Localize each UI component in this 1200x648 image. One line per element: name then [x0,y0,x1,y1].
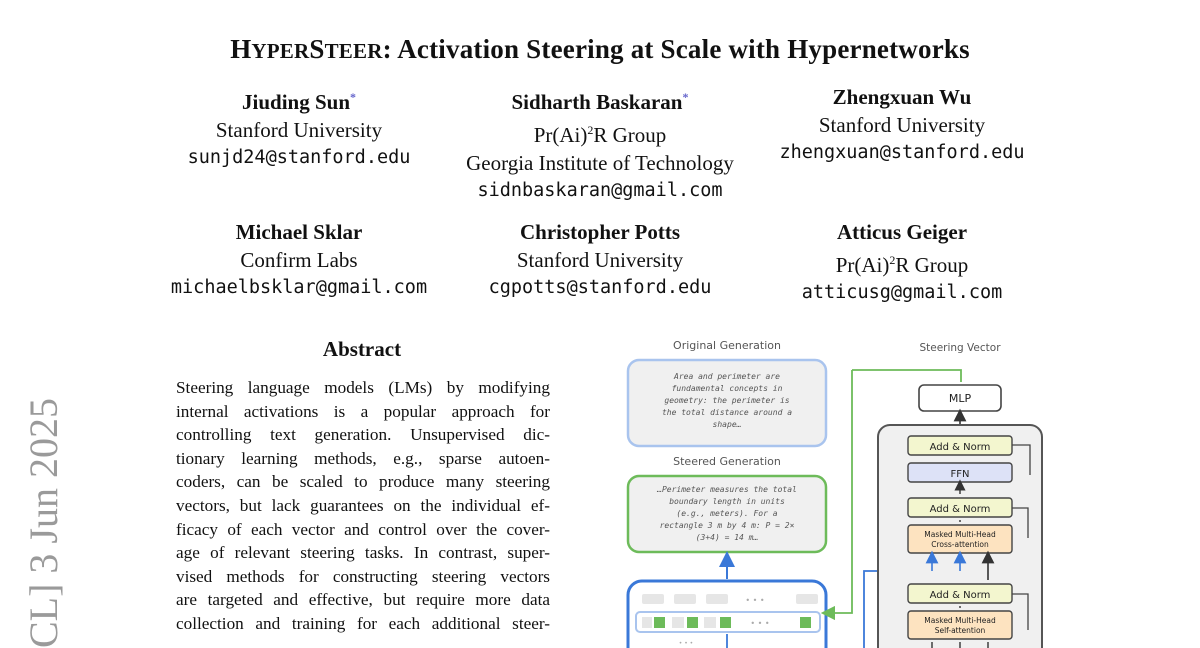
author-block [737,83,1067,167]
equal-contribution-mark: * [682,90,689,104]
steered-activation [720,617,731,628]
author-name: Zhengxuan Wu [832,85,972,109]
author-affiliation: Stanford University [516,248,684,272]
abstract-line: tionary learning methods, e.g., sparse autoen- [176,448,550,468]
paper-title: HYPERSTEER: Activation Steering at Scale with Hypernetworks [230,34,970,64]
author-affiliation: Stanford University [818,113,986,137]
arxiv-stamp: CL] 3 Jun 2025 [21,398,66,648]
author-email[interactable]: sidnbaskaran@gmail.com [477,180,723,201]
steering-vector-label: Steering Vector [919,342,1001,354]
steered-activation [687,617,698,628]
self-attention-label: Self-attention [934,626,986,635]
author-block [435,83,765,205]
abstract-line: vectors, but lack guarantees on the individual ef- [176,495,550,515]
author-affiliation: Confirm Labs [240,248,358,272]
abstract-line: coders, can be scaled to produce many steering [176,472,550,492]
abstract-line: ficacy of each vector and control over the cover- [176,519,550,539]
original-text-line: Area and perimeter are [674,372,780,381]
steering-vector-link [852,370,961,382]
steered-text-line: (3+4) = 14 m… [695,533,759,542]
add-norm-label: Add & Norm [929,504,991,515]
author-name: Michael Sklar [235,220,363,244]
abstract-line: internal activations is a popular approach for [176,401,550,421]
author-block [134,218,464,302]
add-norm-label: Add & Norm [929,442,991,453]
ellipsis-dots: • • • [745,596,765,605]
steered-text-line: …Perimeter measures the total [657,485,797,494]
author-email[interactable]: zhengxuan@stanford.edu [779,142,1025,163]
hypersteer-figure [600,330,1050,648]
abstract-body [176,376,550,636]
abstract-line: Steering language models (LMs) by modifying [176,378,550,397]
original-text-line: geometry: the perimeter is [664,396,790,405]
ellipsis-dots: • • • [750,619,770,628]
mlp-label: MLP [948,392,972,405]
steered-text-line: rectangle 3 m by 4 m: P = 2× [659,521,795,530]
add-norm-label: Add & Norm [929,590,991,601]
author-affiliation: $Pr(Ai)^2R$ Group [835,253,969,277]
steering-injection-arrow [828,370,852,613]
author-block [435,218,765,302]
original-generation-label: Original Generation [673,339,781,352]
abstract-line: collection and training for each additional steer- [176,613,550,633]
original-text-line: fundamental concepts in [671,384,783,393]
steered-text-line: boundary length in units [669,497,785,506]
steered-text-line: (e.g., meters). For a [676,509,778,518]
author-affiliation-secondary: Georgia Institute of Technology [466,151,734,175]
author-block [737,218,1067,307]
ffn-label: FFN [950,469,970,480]
steered-activation [654,617,665,628]
author-email[interactable]: cgpotts@stanford.edu [488,277,712,298]
abstract-line: are targeted and effective, but require more data [176,590,550,610]
author-email[interactable]: atticusg@gmail.com [801,282,1003,303]
author-name: Sidharth Baskaran [511,90,683,114]
cross-attention-label: Masked Multi-Head [924,530,996,539]
original-text-line: the total distance around a [661,408,793,417]
author-name: Atticus Geiger [836,220,968,244]
author-block [134,83,464,172]
abstract-line: vised methods for constructing steering vectors [176,566,550,586]
steered-generation-label: Steered Generation [673,455,781,468]
author-name: Christopher Potts [519,220,681,244]
equal-contribution-mark: * [350,90,356,104]
author-email[interactable]: sunjd24@stanford.edu [187,147,411,168]
author-affiliation: Stanford University [215,118,383,142]
abstract-line: age of relevant steering tasks. In contrast, super- [176,543,550,563]
self-attention-label: Masked Multi-Head [924,616,996,625]
ellipsis-dots: • • • [678,640,694,647]
cross-attention-label: Cross-attention [931,540,989,549]
abstract-line: controlling text generation. Unsupervised dic- [176,425,550,445]
author-affiliation: $Pr(Ai)^2R$ Group [533,123,667,147]
original-text-line: shape… [712,420,742,429]
author-email[interactable]: michaelbsklar@gmail.com [170,277,428,298]
author-name: Jiuding Sun [242,90,350,114]
steered-activation [800,617,811,628]
abstract-heading: Abstract [322,337,402,361]
